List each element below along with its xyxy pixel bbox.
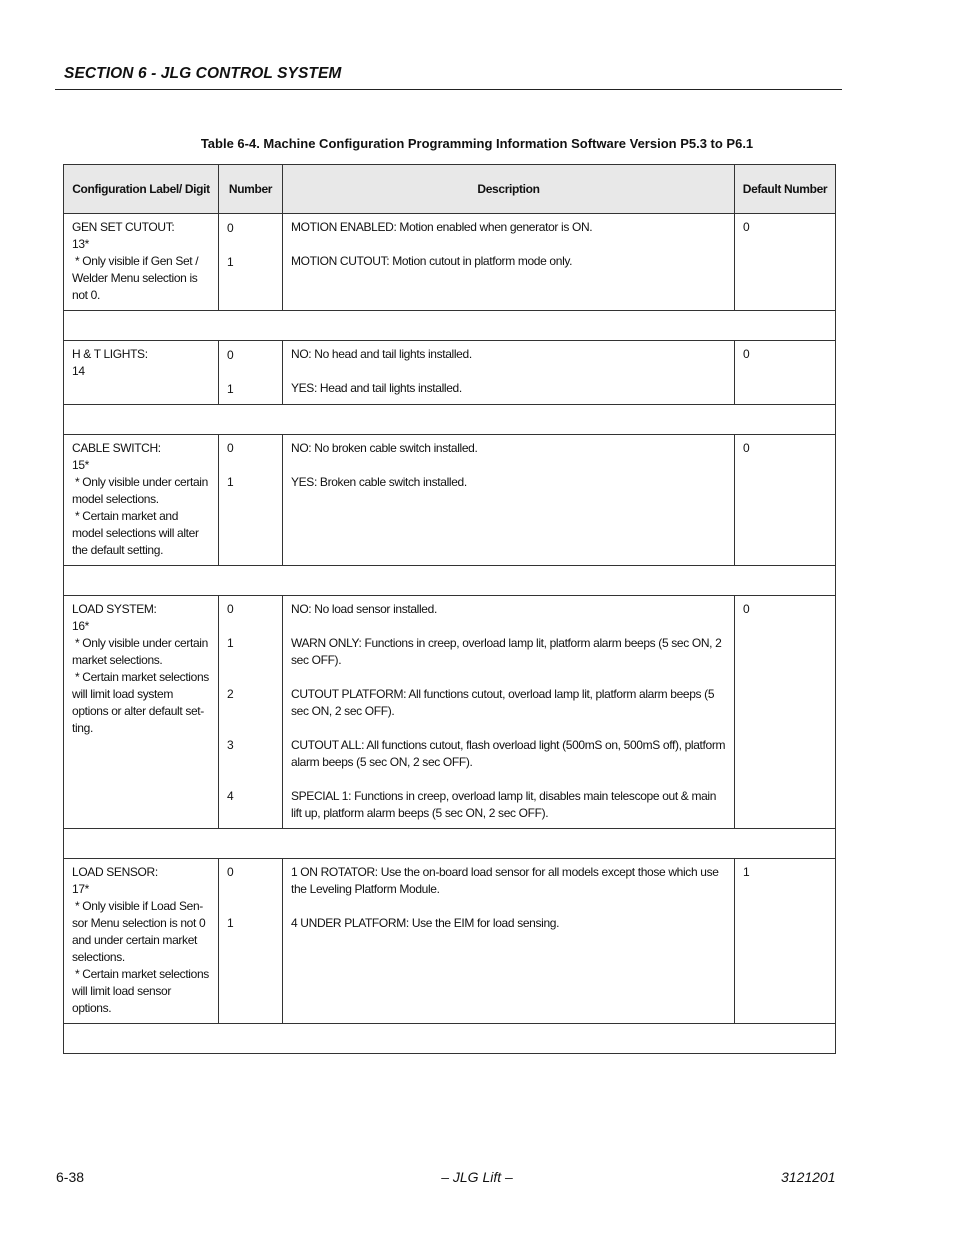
number-value: 3	[227, 738, 234, 752]
config-label-line: LOAD SENSOR:	[72, 864, 158, 879]
config-label-line: options or alter default set-	[72, 703, 204, 718]
number-value: 0	[227, 602, 234, 616]
description-text: CUTOUT PLATFORM: All functions cutout, overload lamp lit, platform alarm beeps (5 sec ON, 2 sec OFF).	[291, 686, 715, 718]
number-value: 1	[227, 475, 234, 489]
section-title: SECTION 6 - JLG CONTROL SYSTEM	[64, 65, 342, 82]
description-text: CUTOUT ALL: All functions cutout, flash overload light (500mS on, 500mS off), platform alarm beeps (5 sec ON, 2 sec OFF).	[291, 737, 726, 769]
description-text: WARN ONLY: Functions in creep, overload lamp lit, platform alarm beeps (5 sec ON, 2 sec OFF).	[291, 635, 722, 667]
config-label-line: * Only visible under certain	[72, 635, 208, 650]
number-value: 0	[227, 441, 234, 455]
spacer-row	[64, 1023, 836, 1053]
number-value: 1	[227, 381, 234, 396]
footer-center: – JLG Lift –	[441, 1169, 513, 1185]
config-label-cell	[64, 858, 219, 1023]
column-header-label: Configuration Label/ Digit	[64, 165, 219, 214]
default-number-value: 0	[743, 220, 750, 234]
config-label-line: 17*	[72, 881, 89, 896]
spacer-row	[64, 565, 836, 595]
spacer-row	[64, 404, 836, 434]
config-label-line: 13*	[72, 237, 89, 251]
config-label-cell	[64, 595, 219, 828]
description-cell	[283, 341, 735, 405]
number-value: 2	[227, 687, 234, 701]
spacer-cell	[64, 311, 836, 341]
description-text: MOTION ENABLED: Motion enabled when generator is ON.	[291, 220, 593, 234]
config-label-line: options.	[72, 1000, 112, 1015]
configuration-table	[63, 164, 836, 1054]
config-label-line: LOAD SYSTEM:	[72, 601, 157, 616]
config-label-line: * Certain market selections	[72, 669, 209, 684]
config-label-line: market selections.	[72, 652, 163, 667]
spacer-cell	[64, 565, 836, 595]
column-header-number: Number	[219, 165, 283, 214]
spacer-row	[64, 828, 836, 858]
default-number-value: 1	[743, 864, 750, 879]
config-label-line: model selections will alter	[72, 525, 199, 540]
table-row	[64, 341, 836, 405]
description-text: 4 UNDER PLATFORM: Use the EIM for load sensing.	[291, 915, 560, 930]
number-cell	[219, 341, 283, 405]
table-header-row	[64, 165, 836, 214]
default-number-cell	[735, 858, 836, 1023]
config-label-line: GEN SET CUTOUT:	[72, 220, 175, 234]
column-header-default: Default Number	[735, 165, 836, 214]
default-number-value: 0	[743, 601, 750, 616]
config-label-line: CABLE SWITCH:	[72, 440, 161, 455]
table-body	[64, 214, 836, 1054]
config-label-cell	[64, 434, 219, 565]
default-number-cell	[735, 214, 836, 311]
description-text: MOTION CUTOUT: Motion cutout in platform mode only.	[291, 254, 573, 268]
config-label-line: ting.	[72, 720, 93, 735]
number-cell	[219, 595, 283, 828]
number-value: 1	[227, 916, 234, 930]
config-label-line: * Only visible if Load Sen-	[72, 898, 203, 913]
config-label-line: model selections.	[72, 491, 159, 506]
default-number-cell	[735, 341, 836, 405]
number-value: 1	[227, 254, 234, 269]
config-label-line: H & T LIGHTS:	[72, 347, 148, 361]
config-label-line: * Certain market selections	[72, 966, 209, 981]
config-label-line: Welder Menu selection is	[72, 271, 198, 285]
table-row	[64, 214, 836, 311]
config-label-line: will limit load sensor	[72, 983, 171, 998]
description-text: 1 ON ROTATOR: Use the on-board load sensor for all models except those which use the Leveling Platform Module.	[291, 864, 719, 896]
config-label-cell	[64, 214, 219, 311]
description-text: YES: Broken cable switch installed.	[291, 474, 467, 489]
description-cell	[283, 214, 735, 311]
spacer-row	[64, 311, 836, 341]
config-label-line: * Only visible under certain	[72, 474, 208, 489]
default-number-value: 0	[743, 440, 750, 455]
config-label-line: and under certain market	[72, 932, 198, 947]
table-row	[64, 858, 836, 1023]
spacer-cell	[64, 1023, 836, 1053]
page-number: 6-38	[56, 1169, 85, 1185]
description-text: YES: Head and tail lights installed.	[291, 381, 462, 395]
description-text: NO: No head and tail lights installed.	[291, 347, 472, 361]
number-cell	[219, 214, 283, 311]
spacer-cell	[64, 404, 836, 434]
description-cell	[283, 434, 735, 565]
number-cell	[219, 858, 283, 1023]
config-label-line: sor Menu selection is not 0	[72, 915, 206, 930]
description-cell	[283, 858, 735, 1023]
number-value: 0	[227, 347, 234, 362]
default-number-cell	[735, 595, 836, 828]
number-value: 0	[227, 220, 234, 235]
number-value: 4	[227, 789, 234, 803]
table-row	[64, 434, 836, 565]
description-text: SPECIAL 1: Functions in creep, overload lamp lit, disables main telescope out & main lift up, platform alarm beeps (5 sec ON, 2 sec OFF).	[291, 788, 717, 820]
config-label-line: not 0.	[72, 288, 100, 302]
config-label-line: * Only visible if Gen Set /	[72, 254, 199, 268]
config-label-line: 14	[72, 364, 85, 378]
config-label-line: selections.	[72, 949, 125, 964]
spacer-cell	[64, 828, 836, 858]
number-cell	[219, 434, 283, 565]
table-row	[64, 595, 836, 828]
table-title: Table 6-4. Machine Configuration Programming Information Software Version P5.3 to P6.1	[200, 136, 754, 151]
description-cell	[283, 595, 735, 828]
header-rule	[55, 89, 842, 90]
document-number: 3121201	[781, 1169, 836, 1185]
description-text: NO: No broken cable switch installed.	[291, 440, 478, 455]
config-label-line: will limit load system	[72, 686, 173, 701]
config-label-line: * Certain market and	[72, 508, 179, 523]
config-label-line: 15*	[72, 457, 89, 472]
column-header-description: Description	[283, 165, 735, 214]
default-number-cell	[735, 434, 836, 565]
number-value: 0	[227, 865, 234, 879]
default-number-value: 0	[743, 347, 750, 361]
number-value: 1	[227, 636, 234, 650]
config-label-cell	[64, 341, 219, 405]
config-label-line: the default setting.	[72, 542, 164, 557]
description-text: NO: No load sensor installed.	[291, 601, 437, 616]
config-label-line: 16*	[72, 618, 89, 633]
